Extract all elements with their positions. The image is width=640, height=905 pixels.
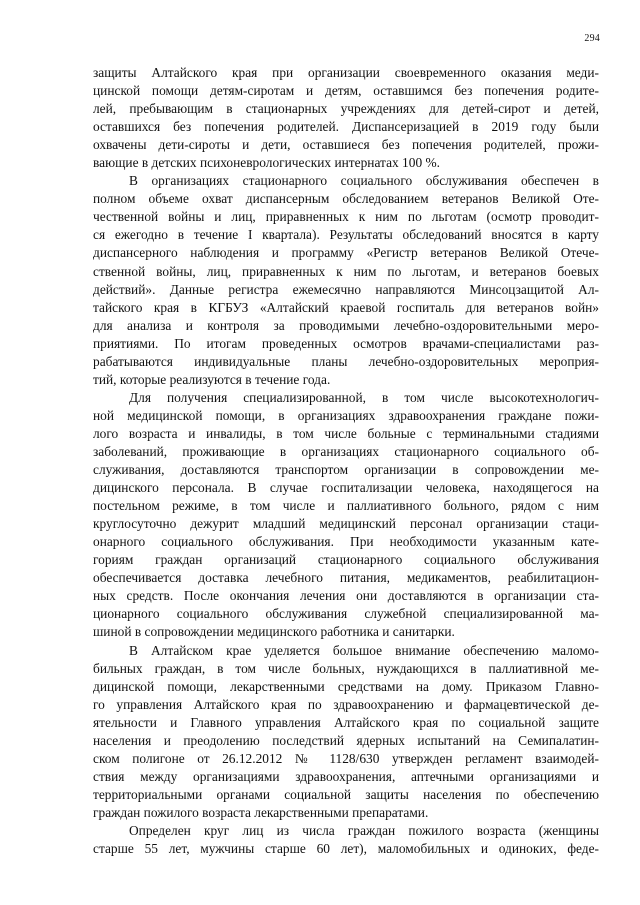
text-line: приятиями. По итогам проведенных осмотров врачами-специалистами раз- bbox=[93, 335, 599, 351]
text-line: вающие в детских психоневрологических интернатах 100 %. bbox=[93, 155, 440, 171]
text-line: ятельности и Главного управления Алтайского края по социальной защите bbox=[93, 714, 599, 730]
text-line: для анализа и контроля за проводимыми лечебно-оздоровительными меро- bbox=[93, 317, 599, 333]
paragraph bbox=[93, 822, 599, 858]
text-line: чественной войны и лиц, приравненных к ним по льготам (осмотр проводит- bbox=[93, 209, 599, 225]
text-line: заболеваний, проживающие в организациях стационарного социального об- bbox=[93, 443, 599, 459]
text-line: цинской помощи детям-сиротам и детям, оставшимся без попечения родите- bbox=[93, 83, 599, 99]
text-line: Для получения специализированной, в том числе высокотехнологич- bbox=[129, 389, 599, 405]
text-line: обеспечивается доставка лечебного питания, медикаментов, реабилитацион- bbox=[93, 570, 599, 586]
text-line: лого возраста и инвалиды, в том числе больные с терминальными стадиями bbox=[93, 425, 599, 441]
text-line: защиты Алтайского края при организации своевременного оказания меди- bbox=[93, 65, 599, 80]
text-line: Определен круг лиц из числа граждан пожилого возраста (женщины bbox=[129, 822, 599, 838]
text-line: шиной в сопровождении медицинского работника и санитарки. bbox=[93, 624, 455, 640]
paragraph bbox=[93, 389, 599, 642]
text-line: постельном режиме, в том числе и паллиативного больного, рядом с ним bbox=[93, 498, 599, 514]
text-line: В Алтайском крае уделяется большое внимание обеспечению маломо- bbox=[129, 642, 599, 658]
text-line: граждан пожилого возраста лекарственными препаратами. bbox=[93, 804, 429, 820]
text-line: действий». Данные регистра ежемесячно направляются Минсоцзащитой Ал- bbox=[93, 281, 599, 297]
text-line: старше 55 лет, мужчины старше 60 лет), маломобильных и одиноких, феде- bbox=[93, 841, 599, 857]
paragraph bbox=[93, 64, 599, 172]
text-line: В организациях стационарного социального обслуживания обеспечен в bbox=[129, 173, 599, 189]
text-line: ных средств. После окончания лечения они доставляются в организации ста- bbox=[93, 588, 599, 604]
text-line: оставшихся без попечения родителей. Диспансеризацией в 2019 году были bbox=[93, 119, 599, 135]
text-line: лей, пребывающим в стационарных учреждениях для детей-сирот и детей, bbox=[93, 101, 599, 117]
paragraph bbox=[93, 172, 599, 389]
page-number: 294 bbox=[584, 33, 600, 44]
text-line: ционарного социального обслуживания служебной специализированной ма- bbox=[93, 606, 599, 622]
paragraph bbox=[93, 642, 599, 822]
text-line: полном объеме охват диспансерным обследованием ветеранов Великой Оте- bbox=[93, 191, 599, 207]
text-line: онарного социального обслуживания. При необходимости указанным кате- bbox=[93, 534, 599, 550]
document-body bbox=[93, 64, 599, 858]
text-line: ском полигоне от 26.12.2012 № 1128/630 утвержден регламент взаимодей- bbox=[93, 750, 599, 766]
text-line: рабатываются индивидуальные планы лечебно-оздоровительных мероприя- bbox=[93, 353, 599, 369]
text-line: служивания, доставляются транспортом организации в сопровождении ме- bbox=[93, 462, 599, 478]
text-line: бильных граждан, в том числе больных, нуждающихся в паллиативной ме- bbox=[93, 660, 599, 676]
text-line: диспансерного наблюдения и программу «Регистр ветеранов Великой Отече- bbox=[93, 245, 599, 261]
text-line: ственной войны, лиц, приравненных к ним по льготам, и ветеранов боевых bbox=[93, 263, 599, 279]
text-line: круглосуточно дежурит младший медицинский персонал организации стаци- bbox=[93, 516, 599, 532]
text-line: го управления Алтайского края по здравоохранению и фармацевтической де- bbox=[93, 696, 599, 712]
text-line: ной медицинской помощи, в организациях здравоохранения граждане пожи- bbox=[93, 407, 599, 423]
text-line: охвачены дети-сироты и дети, оставшиеся без попечения родителей, прожи- bbox=[93, 137, 599, 153]
text-line: гориям граждан организаций стационарного социального обслуживания bbox=[93, 552, 599, 568]
text-line: ся ежегодно в течение I квартала). Результаты обследований вносятся в карту bbox=[93, 227, 599, 243]
text-line: дицинской помощи, лекарственными средствами на дому. Приказом Главно- bbox=[93, 678, 599, 694]
text-line: территориальными органами социальной защиты населения по обеспечению bbox=[93, 786, 599, 802]
text-line: населения и преодолению последствий ядерных испытаний на Семипалатин- bbox=[93, 732, 599, 748]
text-line: тайского края в КГБУЗ «Алтайский краевой госпиталь для ветеранов войн» bbox=[93, 299, 599, 315]
text-line: тий, которые реализуются в течение года. bbox=[93, 371, 331, 387]
text-line: ствия между организациями здравоохранения, аптечными организациями и bbox=[93, 768, 599, 784]
text-line: дицинского персонала. В случае госпитализации человека, находящегося на bbox=[93, 480, 599, 496]
